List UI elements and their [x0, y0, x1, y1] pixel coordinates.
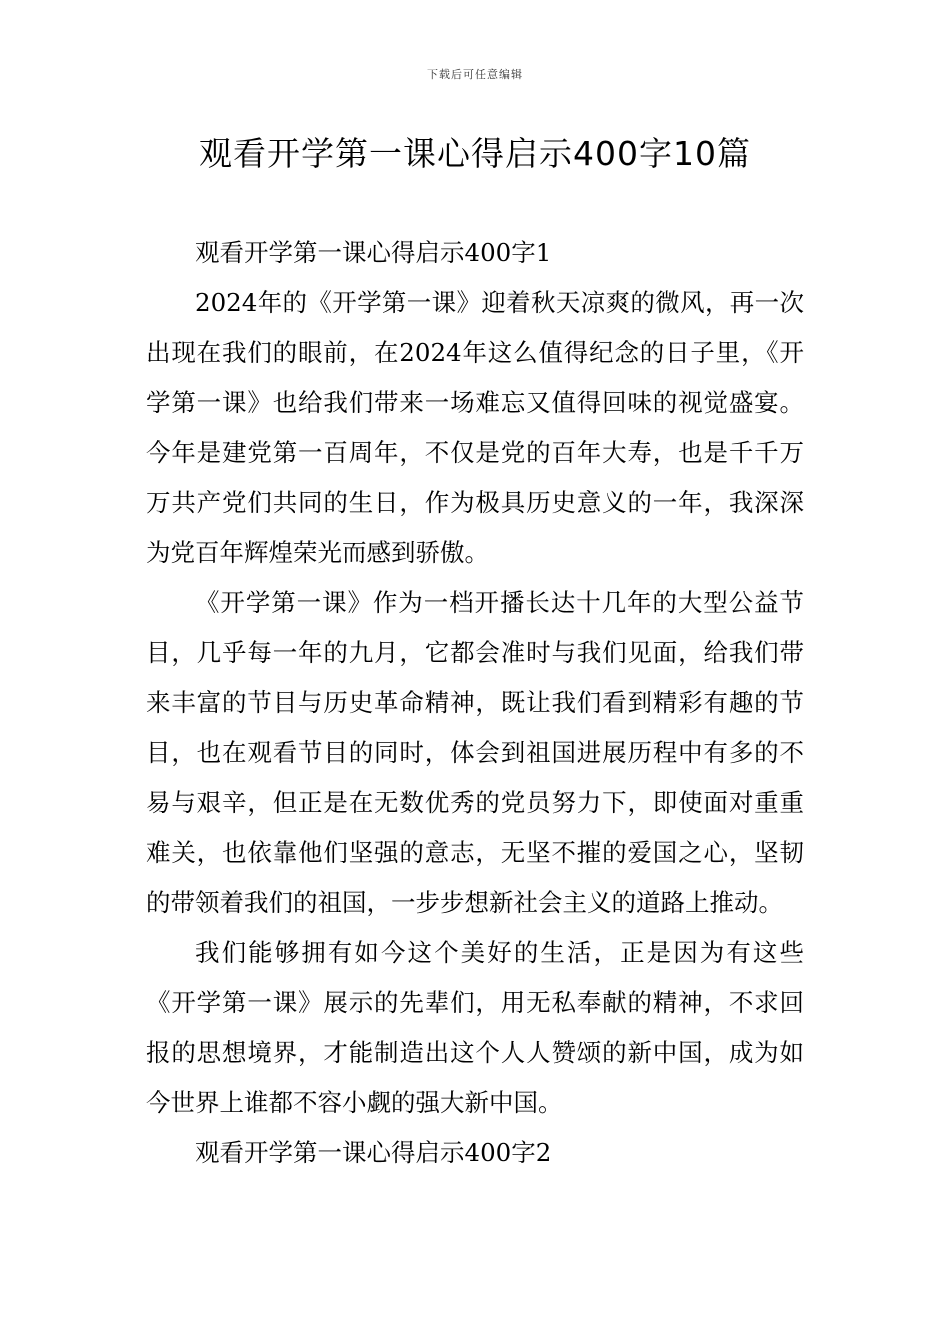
paragraph-1: 2024年的《开学第一课》迎着秋天凉爽的微风，再一次出现在我们的眼前，在2024年这么值得纪念的日子里，《开学第一课》也给我们带来一场难忘又值得回味的视觉盛宴。今年是建党第一百周年，不仅是党的百年大寿，也是千千万万共产党们共同的生日，作为极具历史意义的一年，我深深为党百年辉煌荣光而感到骄傲。	[146, 288, 804, 567]
header-note: 下载后可任意编辑	[427, 68, 523, 81]
page-title: 观看开学第一课心得启示400字10篇	[199, 134, 751, 173]
section-heading-2: 观看开学第一课心得启示400字2	[195, 1138, 552, 1167]
section-heading-1: 观看开学第一课心得启示400字1	[195, 238, 552, 267]
document-body	[146, 228, 804, 1178]
paragraph-3: 我们能够拥有如今这个美好的生活，正是因为有这些《开学第一课》展示的先辈们，用无私奉献的精神，不求回报的思想境界，才能制造出这个人人赞颂的新中国，成为如今世界上谁都不容小觑的强大新中国。	[146, 938, 804, 1117]
paragraph-2: 《开学第一课》作为一档开播长达十几年的大型公益节目，几乎每一年的九月，它都会准时与我们见面，给我们带来丰富的节目与历史革命精神，既让我们看到精彩有趣的节目，也在观看节目的同时，体会到祖国进展历程中有多的不易与艰辛，但正是在无数优秀的党员努力下，即使面对重重难关，也依靠他们坚强的意志，无坚不摧的爱国之心，坚韧的带领着我们的祖国，一步步想新社会主义的道路上推动。	[146, 588, 804, 917]
